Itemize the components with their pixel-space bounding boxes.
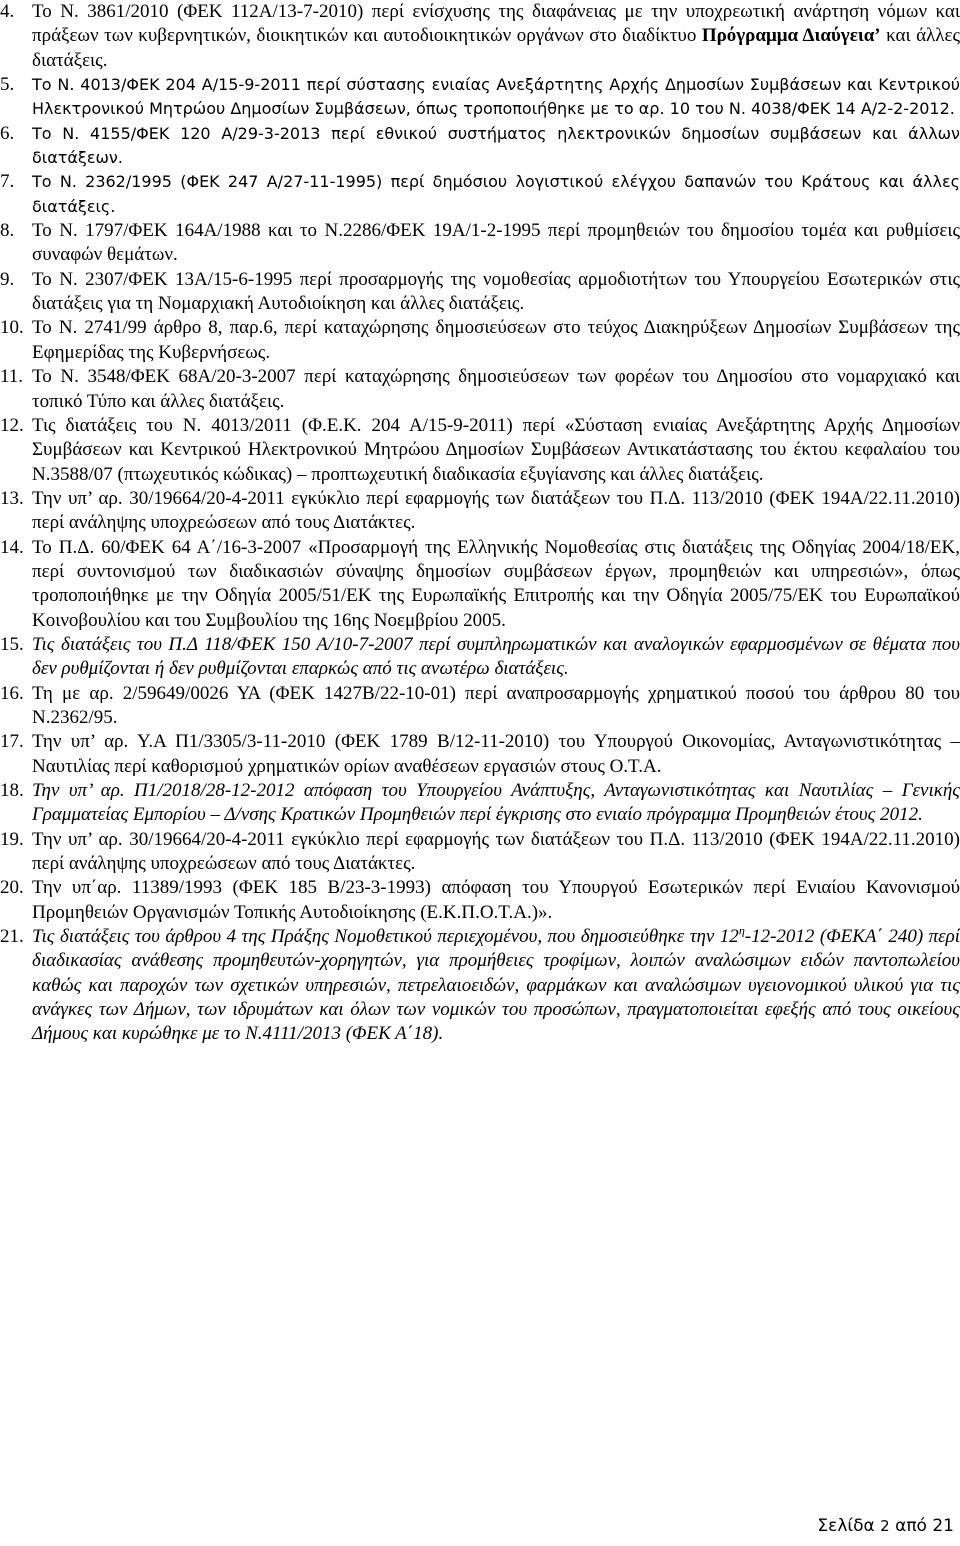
- item-number: 8.: [0, 220, 15, 242]
- list-item: [0, 876, 960, 925]
- list-item: [0, 779, 960, 828]
- current-page-number: 2: [880, 1517, 890, 1535]
- list-item: [0, 365, 960, 414]
- item-number: 11.: [0, 366, 24, 388]
- item-number: 14.: [0, 536, 24, 558]
- item-number: 5.: [0, 74, 15, 96]
- item-text: Τις διατάξεις του Ν. 4013/2011 (Φ.Ε.Κ. 204 Α/15-9-2011) περί «Σύσταση ενιαίας Ανεξάρτητης Αρχής Δημοσίων Συμβάσεων και Κεντρικού Ηλεκτρονικού Μητρώου Δημοσίων Συμβάσεων Αντικατάστασης του έκτου κεφαλαίου του Ν.3588/07 (πτωχευτικός κώδικας) – προπτωχευτική διαδικασία εξυγίανσης και άλλες διατάξεις.: [32, 414, 960, 485]
- item-text: Την υπ’ αρ. Π1/2018/28-12-2012 απόφαση του Υπουργείου Ανάπτυξης, Ανταγωνιστικότητας και Ναυτιλίας – Γενικής Γραμματείας Εμπορίου – Δ/νσης Κρατικών Προμηθειών περί έγκρισης στο ενιαίο πρόγραμμα Προμηθειών έτους 2012.: [32, 780, 960, 826]
- item-number: 15.: [0, 633, 24, 655]
- list-item: [0, 219, 960, 268]
- item-number: 17.: [0, 731, 24, 753]
- list-item: [0, 682, 960, 731]
- item-text: Το Ν. 4155/ΦΕΚ 120 Α/29-3-2013 περί εθνικού συστήματος ηλεκτρονικών δημοσίων συμβάσεων και άλλων διατάξεων.: [32, 123, 960, 168]
- item-number: 10.: [0, 317, 24, 339]
- item-text: Το Ν. 3548/ΦΕΚ 68Α/20-3-2007 περί καταχώρησης δημοσιεύσεων των φορέων του Δημοσίου στο νομαρχιακό και τοπικό Τύπο και άλλες διατάξεις.: [32, 366, 960, 412]
- ordinal-superscript: η: [738, 923, 745, 938]
- list-item: [0, 925, 960, 1047]
- item-text: Το Ν. 2307/ΦΕΚ 13Α/15-6-1995 περί προσαρμογής της νομοθεσίας αρμοδιοτήτων του Υπουργείου Εσωτερικών στις διατάξεις για τη Νομαρχιακή Αυτοδιοίκηση και άλλες διατάξεις.: [32, 268, 960, 315]
- diavgeia-program-name: Πρόγραμμα Διαύγεια’: [701, 25, 881, 47]
- list-item: [0, 122, 960, 171]
- item-text: Την υπ’ αρ. 30/19664/20-4-2011 εγκύκλιο περί εφαρμογής των διατάξεων του Π.Δ. 113/2010 (ΦΕΚ 194Α/22.11.2010) περί ανάληψης υποχρεώσεων από τους Διατάκτες.: [32, 828, 960, 875]
- list-item: [0, 414, 960, 487]
- list-item: [0, 633, 960, 682]
- item-number: 9.: [0, 268, 15, 290]
- list-item: [0, 0, 960, 73]
- item-number: 12.: [0, 414, 24, 436]
- item-text: Τις διατάξεις του Π.Δ 118/ΦΕΚ 150 Α/10-7-2007 περί συμπληρωματικών και αναλογικών εφαρμοσμένων σε θέματα που δεν ρυθμίζονται ή δεν ρυθμίζονται επαρκώς από τις ανωτέρω διατάξεις.: [32, 633, 960, 680]
- item-number: 13.: [0, 487, 24, 509]
- item-text: Το Π.Δ. 60/ΦΕΚ 64 Α΄/16-3-2007 «Προσαρμογή της Ελληνικής Νομοθεσίας στις διατάξεις της Οδηγίας 2004/18/ΕΚ, περί συντονισμού των διαδικασιών σύναψης δημοσίων συμβάσεων έργων, προμηθειών και υπηρεσιών», όπως τροποποιήθηκε με την Οδηγία 2005/51/ΕΚ της Ευρωπαϊκής Επιτροπής και την Οδηγία 2005/75/ΕΚ του Ευρωπαϊκού Κοινοβουλίου και του Συμβουλίου της 16ης Νοεμβρίου 2005.: [32, 536, 960, 631]
- item-number: 18.: [0, 780, 24, 801]
- list-item: [0, 73, 960, 122]
- item-text: Το Ν. 2362/1995 (ΦΕΚ 247 Α/27-11-1995) περί δημόσιου λογιστικού ελέγχου δαπανών του Κράτους και άλλες διατάξεις.: [32, 172, 960, 216]
- item-number: 21.: [0, 926, 24, 948]
- list-item: [0, 316, 960, 365]
- item-text: Το Ν. 3861/2010 (ΦΕΚ 112Α/13-7-2010) περί ενίσχυσης της διαφάνειας με την υποχρεωτική ανάρτηση νόμων και πράξεων των κυβερνητικών, διοικητικών και αυτοδιοικητικών οργάνων στο διαδίκτυο Πρόγραμμα Διαύγεια’ και άλλες διατάξεις.: [32, 1, 960, 71]
- item-text: Το Ν. 4013/ΦΕΚ 204 Α/15-9-2011 περί σύστασης ενιαίας Ανεξάρτητης Αρχής Δημοσίων Συμβάσεων και Κεντρικού Ηλεκτρονικού Μητρώου Δημοσίων Συμβάσεων, όπως τροποποιήθηκε με το αρ. 10 του Ν. 4038/ΦΕΚ 14 Α/2-2-2012.: [32, 75, 960, 119]
- item-text: Τη με αρ. 2/59649/0026 ΥΑ (ΦΕΚ 1427Β/22-10-01) περί αναπροσαρμογής χρηματικού ποσού του άρθρου 80 του Ν.2362/95.: [32, 682, 960, 728]
- total-page-count: 21: [932, 1516, 954, 1536]
- item-text: Το Ν. 2741/99 άρθρο 8, παρ.6, περί καταχώρησης δημοσιεύσεων στο τεύχος Διακηρύξεων Δημοσίων Συμβάσεων της Εφημερίδας της Κυβερνήσεως.: [32, 317, 960, 363]
- item-text: Την υπ’ αρ. Υ.Α Π1/3305/3-11-2010 (ΦΕΚ 1789 Β/12-11-2010) του Υπουργού Οικονομίας, Ανταγωνιστικότητας – Ναυτιλίας περί καθορισμού χρηματικών ορίων αναθέσεων εργασιών στους Ο.Τ.Α.: [32, 731, 960, 777]
- list-item: [0, 536, 960, 633]
- item-text: Τις διατάξεις του άρθρου 4 της Πράξης Νομοθετικού περιεχομένου, που δημοσιεύθηκε την $12^\eta-12-2012$ (ΦΕΚΑ΄ 240) περί διαδικασίας ανάθεσης προμηθευτών-χορηγητών, για προμήθειες τροφίμων, λοιπών αναλώσιμων ειδών παντοπωλείου καθώς και παροχών των σχετικών υπηρεσιών, πετρελαιοειδών, φαρμάκων και αναλώσιμων υγειονομικού υλικού για τις ανάγκες των Δήμων, των ιδρυμάτων και όλων των νομικών του προσώπων, πραγματοποιείται εφεξής από τους οικείους Δήμους και κυρώθηκε με το Ν.4111/2013 (ΦΕΚ Α΄18).: [32, 923, 960, 1045]
- item-text: Το Ν. 1797/ΦΕΚ 164Α/1988 και το Ν.2286/ΦΕΚ 19Α/1-2-1995 περί προμηθειών του δημοσίου τομέα και ρυθμίσεις συναφών θεμάτων.: [32, 220, 960, 266]
- list-item: [0, 170, 960, 219]
- item-number: 7.: [0, 171, 15, 193]
- list-item: [0, 487, 960, 536]
- item-number: 20.: [0, 877, 24, 899]
- list-item: [0, 268, 960, 317]
- item-number: 16.: [0, 682, 24, 704]
- list-item: [0, 730, 960, 779]
- item-number: 19.: [0, 828, 24, 850]
- item-number: 6.: [0, 122, 15, 144]
- page-number-footer: Σελίδα 2 από 21: [817, 1516, 954, 1536]
- item-text: Την υπ΄αρ. 11389/1993 (ΦΕΚ 185 Β/23-3-1993) απόφαση του Υπουργού Εσωτερικών περί Ενιαίου Κανονισμού Προμηθειών Οργανισμών Τοπικής Αυτοδιοίκησης (Ε.Κ.Π.Ο.Τ.Α.)».: [32, 877, 960, 923]
- item-text: Την υπ’ αρ. 30/19664/20-4-2011 εγκύκλιο περί εφαρμογής των διατάξεων του Π.Δ. 113/2010 (ΦΕΚ 194Α/22.11.2010) περί ανάληψης υποχρεώσεων από τους Διατάκτες.: [32, 487, 960, 534]
- list-item: [0, 828, 960, 877]
- item-number: 4.: [0, 1, 15, 22]
